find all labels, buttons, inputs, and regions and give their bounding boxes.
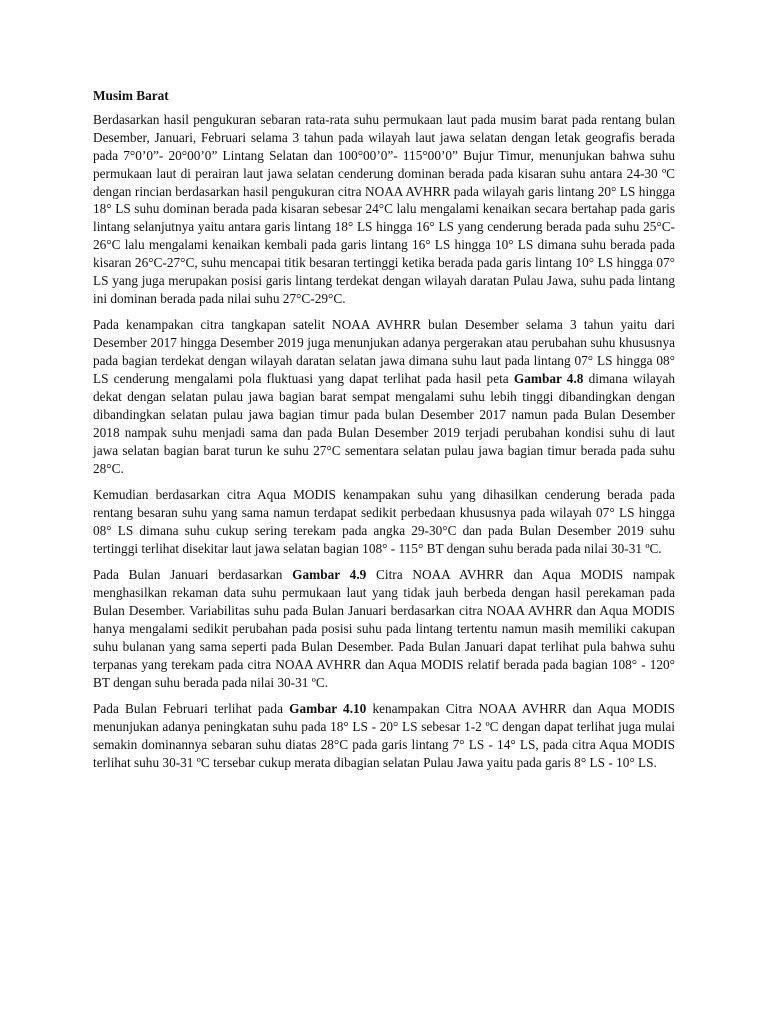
paragraph-4-text-a: Pada Bulan Januari berdasarkan: [93, 567, 293, 583]
paragraph-5-text-a: Pada Bulan Februari terlihat pada: [93, 701, 290, 716]
figure-reference-4-8: Gambar 4.8: [513, 371, 584, 387]
section-heading: Musim Barat: [93, 88, 169, 103]
paragraph-3: [93, 486, 675, 558]
figure-reference-4-10: Gambar 4.10: [289, 701, 367, 716]
paragraph-2-text-b: dimana wilayah dekat dengan selatan pulau jawa bagian barat sempat mengalami suhu lebih tinggi dibandingkan dengan dibandingkan selatan pulau jawa bagian timur pada bulan Desember 2017 namun pada Bulan Desember 2018 nampak suhu menjadi sama dan pada Bulan Desember 2019 terjadi perubahan kondisi suhu di laut jawa selatan bagian barat turun ke suhu 27°C sementara selatan pulau jawa bagian timur berada pada suhu 28°C.: [93, 371, 675, 476]
paragraph-2: [93, 316, 675, 477]
paragraph-2-text-a: Pada kenampakan citra tangkapan satelit NOAA AVHRR bulan Desember selama 3 tahun yaitu dari Desember 2017 hingga Desember 2019 juga menunjukan adanya pergerakan atau perubahan suhu khususnya pada bagian terdekat dengan wilayah daratan selatan jawa dimana suhu laut pada lintang 07° LS hingga 08° LS cenderung mengalami pola fluktuasi yang dapat terlihat pada hasil peta: [93, 317, 675, 387]
paragraph-1: [93, 111, 675, 308]
paragraph-5: [93, 700, 675, 772]
paragraph-1-text: Berdasarkan hasil pengukuran sebaran rata-rata suhu permukaan laut pada musim barat pada rentang bulan Desember, Januari, Februari selama 3 tahun pada wilayah laut jawa selatan dengan letak geografis berada pada 7°0’0”- 20°00’0” Lintang Selatan dan 100°00’0”- 115°00’0” Bujur Timur, menunjukan bahwa suhu permukaan laut di perairan laut jawa selatan cenderung dominan berada pada kisaran suhu antara 24-30 ºC dengan rincian berdasarkan hasil pengukuran citra NOAA AVHRR pada wilayah garis lintang 20° LS hingga 18° LS suhu dominan berada pada kisaran sebesar 24°C lalu mengalami kenaikan secara bertahap pada garis lintang selanjutnya yaitu antara garis lintang 18° LS hingga 16° LS yang cenderung berada pada suhu 25°C-26°C lalu mengalami kenaikan kembali pada garis lintang 16° LS hingga 10° LS dimana suhu berada pada kisaran 26°C-27°C, suhu mencapai titik besaran tertinggi ketika berada pada garis lintang 10° LS hingga 07° LS yang juga merupakan posisi garis lintang terdekat dengan wilayah daratan Pulau Jawa, suhu pada lintang ini dominan berada pada nilai suhu 27°C-29°C.: [93, 111, 675, 306]
figure-reference-4-9: Gambar 4.9: [292, 567, 367, 583]
paragraph-5-text-b: kenampakan Citra NOAA AVHRR dan Aqua MODIS menunjukan adanya peningkatan suhu pada 18° LS - 20° LS sebesar 1-2 ºC dengan dapat terlihat juga mulai semakin dominannya sebaran suhu diatas 28°C pada garis lintang 7° LS - 14° LS, pada citra Aqua MODIS terlihat suhu 30-31 ºC tersebar cukup merata dibagian selatan Pulau Jawa yaitu pada garis 8° LS - 10° LS.: [93, 701, 675, 770]
paragraph-4-text-b: Citra NOAA AVHRR dan Aqua MODIS nampak menghasilkan rekaman data suhu permukaan laut yang tidak jauh berbeda dengan hasil perekaman pada Bulan Desember. Variabilitas suhu pada Bulan Januari berdasarkan citra NOAA AVHRR dan Aqua MODIS hanya mengalami sedikit perubahan pada posisi suhu pada lintang tertentu namun masih memiliki cakupan suhu bulanan yang sama seperti pada Bulan Desember. Pada Bulan Januari dapat terlihat pula bahwa suhu terpanas yang terekam pada citra NOAA AVHRR dan Aqua MODIS relatif berada pada bagian 108° - 120° BT dengan suhu berada pada nilai 30-31 ºC.: [93, 567, 676, 690]
document-page: [93, 86, 675, 780]
paragraph-4: [93, 566, 675, 691]
paragraph-3-text: Kemudian berdasarkan citra Aqua MODIS kenampakan suhu yang dihasilkan cenderung berada pada rentang besaran suhu yang sama namun terdapat sedikit perbedaan khususnya pada wilayah 07° LS hingga 08° LS dimana suhu cukup sering terekam pada angka 29-30°C dan pada Bulan Desember 2019 suhu tertinggi terlihat disekitar laut jawa selatan bagian 108° - 115° BT dengan suhu berada pada nilai 30-31 ºC.: [93, 487, 675, 556]
